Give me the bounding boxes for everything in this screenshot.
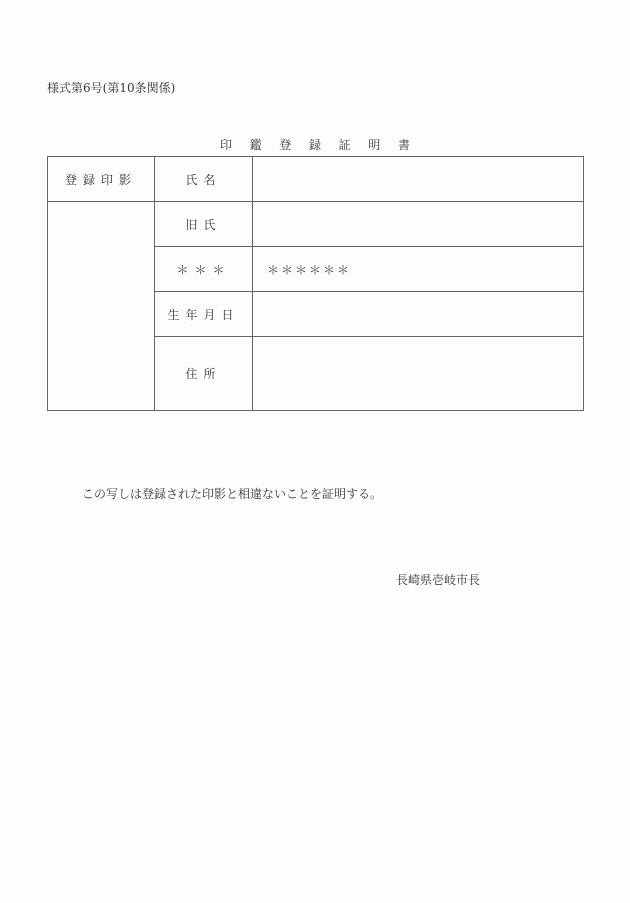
- birthdate-value: [253, 292, 584, 337]
- name-label: 氏名: [155, 157, 253, 202]
- birthdate-label: 生年月日: [155, 292, 253, 337]
- title-char: 明: [368, 138, 381, 152]
- title-char: 鑑: [249, 138, 262, 152]
- title-char: 登: [279, 138, 292, 152]
- title-char: 証: [338, 138, 351, 152]
- name-value: [253, 157, 584, 202]
- former-name-value: [253, 202, 584, 247]
- table-row: [48, 157, 584, 202]
- address-label: 住所: [155, 337, 253, 411]
- seal-header-cell: 登録印影: [48, 157, 155, 202]
- title-char: 録: [308, 138, 321, 152]
- seal-impression-cell: [48, 202, 155, 411]
- form-number: 様式第6号(第10条関係): [47, 81, 176, 95]
- table-row: [48, 202, 584, 247]
- signatory: 長崎県壱岐市長: [396, 573, 481, 587]
- registration-table: [47, 156, 584, 411]
- address-value: [253, 337, 584, 411]
- certification-statement: この写しは登録された印影と相違ないことを証明する。: [82, 487, 383, 501]
- title-char: 書: [397, 138, 410, 152]
- masked-label: ＊＊＊: [155, 247, 253, 292]
- masked-value: ＊＊＊＊＊＊: [253, 247, 584, 292]
- title-char: 印: [220, 138, 233, 152]
- former-name-label: 旧氏: [155, 202, 253, 247]
- document-title: [200, 136, 430, 153]
